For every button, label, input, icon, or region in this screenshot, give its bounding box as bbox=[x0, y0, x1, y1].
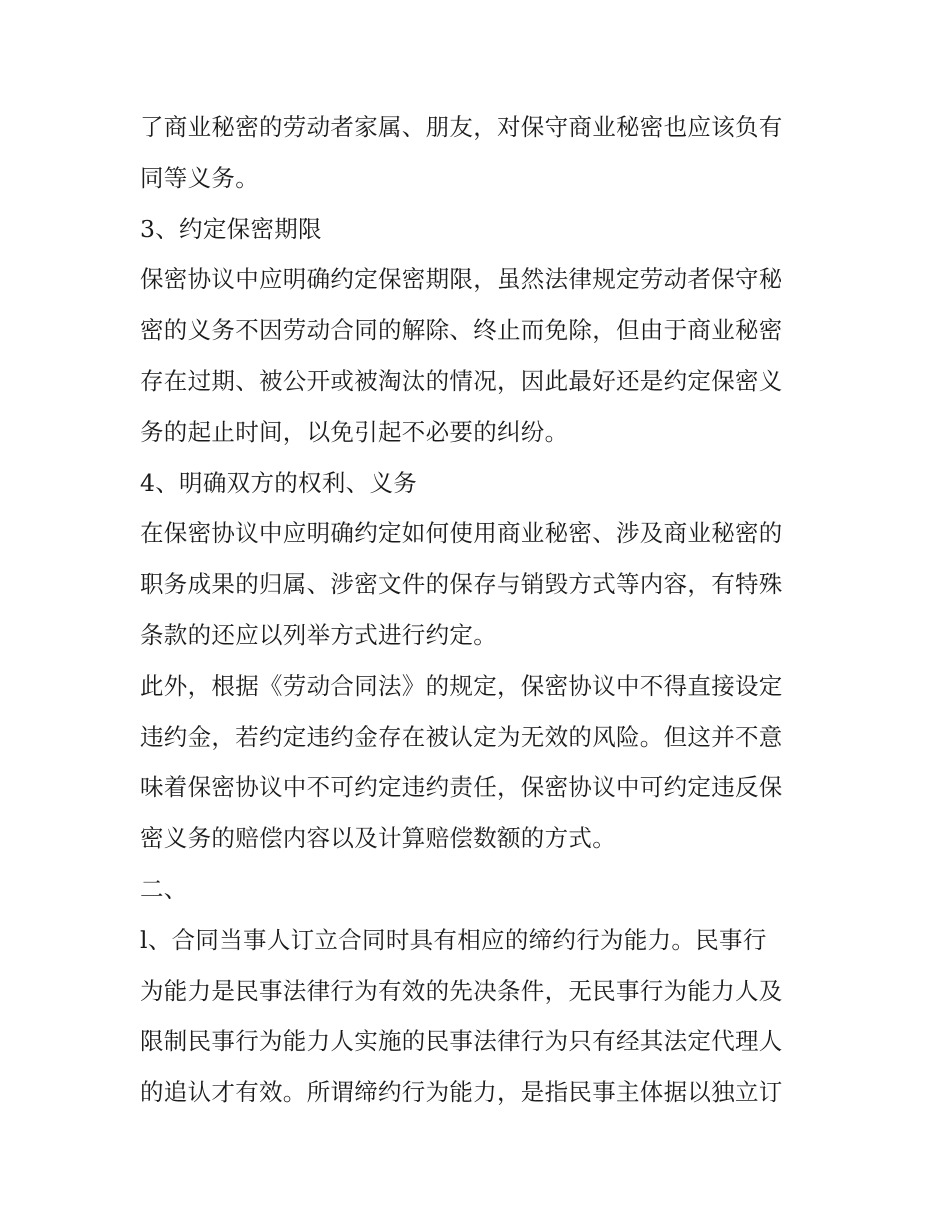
text-line: 职务成果的归属、涉密文件的保存与销毁方式等内容，有特殊 bbox=[140, 570, 783, 599]
text-line: 了商业秘密的劳动者家属、朋友，对保守商业秘密也应该负有 bbox=[140, 113, 783, 141]
text-line: 条款的还应以列举方式进行约定。 bbox=[140, 620, 497, 649]
text-line: 的追认才有效。所谓缔约行为能力，是指民事主体据以独立订 bbox=[140, 1078, 783, 1107]
section-heading: 4、明确双方的权利、义务 bbox=[140, 468, 418, 497]
text-line: 违约金，若约定违约金存在被认定为无效的风险。但这并不意 bbox=[140, 722, 783, 751]
text-line: 同等义务。 bbox=[140, 163, 259, 192]
text-line: 味着保密协议中不可约定违约责任，保密协议中可约定违反保 bbox=[140, 773, 783, 802]
text-line: l、合同当事人订立合同时具有相应的缔约行为能力。民事行 bbox=[140, 925, 767, 954]
text-line: 密的义务不因劳动合同的解除、终止而免除，但由于商业秘密 bbox=[140, 316, 783, 345]
text-line: 密义务的赔偿内容以及计算赔偿数额的方式。 bbox=[140, 824, 616, 853]
section-heading: 二、 bbox=[140, 874, 188, 903]
text-line: 限制民事行为能力人实施的民事法律行为只有经其法定代理人 bbox=[140, 1027, 783, 1056]
text-line: 为能力是民事法律行为有效的先决条件，无民事行为能力人及 bbox=[140, 976, 783, 1005]
section-heading: 3、约定保密期限 bbox=[140, 214, 322, 243]
text-line: 在保密协议中应明确约定如何使用商业秘密、涉及商业秘密的 bbox=[140, 519, 783, 548]
text-line: 此外，根据《劳动合同法》的规定，保密协议中不得直接设定 bbox=[140, 671, 783, 700]
text-line: 存在过期、被公开或被淘汰的情况，因此最好还是约定保密义 bbox=[140, 366, 783, 395]
text-line: 务的起止时间，以免引起不必要的纠纷。 bbox=[140, 417, 569, 446]
document-body bbox=[140, 102, 815, 1118]
text-line: 保密协议中应明确约定保密期限，虽然法律规定劳动者保守秘 bbox=[140, 265, 783, 294]
